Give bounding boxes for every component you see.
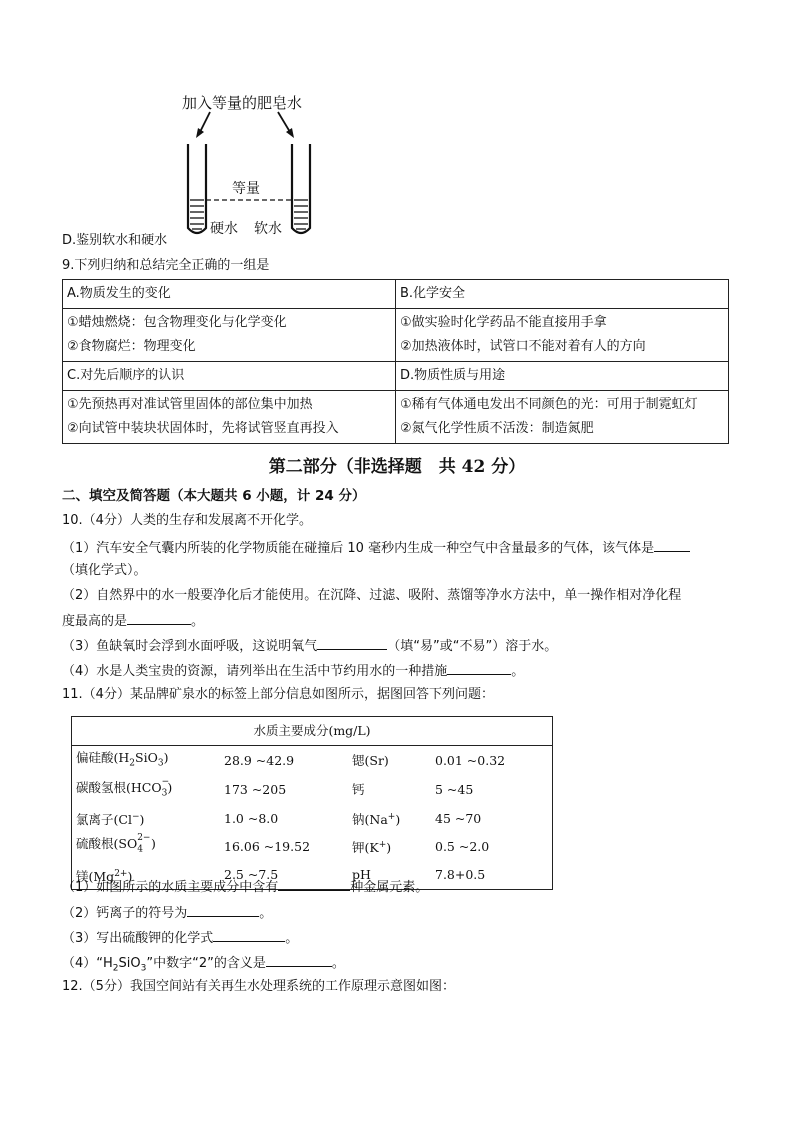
- q11-stem: 11.（4分）某品牌矿泉水的标签上部分信息如图所示，据图回答下列问题：: [62, 687, 494, 702]
- q9-b-item: ①做实验时化学药品不能直接用手拿: [400, 315, 607, 330]
- q11-part1: [62, 876, 428, 898]
- q9-table: [62, 279, 729, 444]
- component-name: 偏硅酸$(H_2SiO_3)$: [76, 750, 169, 769]
- figure-top-label: 加入等量的肥皂水: [182, 94, 303, 112]
- part2-title: 第二部分（非选择题 共 42 分）: [268, 457, 526, 477]
- q11-part3-end: 。: [285, 931, 299, 946]
- q10-part3-text: （3）鱼缺氧时会浮到水面呼吸，这说明氧气: [62, 639, 318, 654]
- q10-part2-text: 度最高的是: [62, 614, 128, 629]
- q11-part4-mid: ”中数字“2”的含义是: [146, 956, 266, 971]
- q9-c-item: ②向试管中装块状固体时，先将试管竖直再投入: [67, 421, 339, 436]
- q10-part2-cont: [62, 610, 204, 632]
- q10-part2-end: 。: [191, 614, 205, 629]
- q10-part4-text: （4）水是人类宝贵的资源，请列举出在生活中节约用水的一种措施: [62, 664, 448, 679]
- component-name: 钠(Na+): [352, 812, 401, 828]
- answer-blank[interactable]: [127, 610, 191, 625]
- q9-c-item: ①先预热再对准试管里固体的部位集中加热: [67, 397, 313, 412]
- q9-a-body: [63, 309, 396, 362]
- q11-part4-end: 。: [331, 956, 345, 971]
- q10-part1-cont: （填化学式）。: [62, 563, 147, 578]
- q9-a-item: ②食物腐烂：物理变化: [67, 339, 196, 354]
- q10-part4: [62, 660, 524, 682]
- q9-a-item: ①蜡烛燃烧：包含物理变化与化学变化: [67, 315, 287, 330]
- component-value: 16.06 ~19.52: [224, 838, 311, 854]
- q10-part1: [62, 537, 690, 559]
- q9-d-body: [396, 391, 729, 444]
- component-name: 碳酸氢根(HCO − $_3$): [76, 776, 173, 798]
- soap-water-figure: [160, 88, 330, 238]
- answer-blank[interactable]: [266, 952, 332, 967]
- component-value: 5 ~45: [435, 782, 474, 798]
- q11-part3-text: （3）写出硫酸钾的化学式: [62, 931, 214, 946]
- q9-d-item: ①稀有气体通电发出不同颜色的光：可用于制霓虹灯: [400, 397, 698, 412]
- q9-stem: 9.下列归纳和总结完全正确的一组是: [62, 258, 270, 273]
- water-table-title: 水质主要成分(mg/L): [72, 717, 553, 746]
- q11-part1-end: 种金属元素。: [350, 880, 429, 895]
- water-quality-table: [71, 716, 553, 890]
- q9-b-body: [396, 309, 729, 362]
- q9-c-head: C.对先后顺序的认识: [63, 362, 396, 391]
- subscript: 3: [140, 963, 147, 974]
- q10-part4-end: 。: [511, 664, 525, 679]
- table-row: [72, 776, 553, 806]
- q11-part3: [62, 927, 298, 949]
- figure-equal-label: 等量: [232, 181, 260, 197]
- component-value: 0.5 ~2.0: [435, 838, 490, 854]
- section2-heading: 二、填空及简答题（本大题共 6 小题，计 24 分）: [62, 488, 366, 504]
- q11-part4: [62, 952, 345, 979]
- q10-part2: （2）自然界中的水一般要净化后才能使用。在沉降、过滤、吸附、蒸馏等净水方法中，单一操作相对净化程: [62, 588, 682, 603]
- table-row: [72, 746, 553, 776]
- component-name: 钾(K+): [352, 840, 392, 856]
- answer-blank[interactable]: [317, 635, 387, 650]
- q11-part2-end: 。: [259, 906, 273, 921]
- component-name: 钙: [352, 782, 365, 798]
- q11-part1-text: （1）如图所示的水质主要成分中含有: [62, 880, 279, 895]
- component-name: 硫酸根(SO 2− $_4$ ): [76, 833, 156, 855]
- component-name: 锶(Sr): [352, 752, 389, 768]
- component-value: 2.5 ~7.5: [224, 867, 279, 883]
- figure-hard-label: 硬水: [210, 221, 238, 237]
- answer-blank[interactable]: [654, 537, 690, 552]
- q10-part3: [62, 635, 557, 657]
- answer-blank[interactable]: [213, 927, 285, 942]
- answer-blank[interactable]: [278, 876, 350, 891]
- q10-part3-end: （填“易”或“不易”）溶于水。: [387, 639, 558, 654]
- component-value: 45 ~70: [435, 810, 482, 826]
- q9-b-item: ②加热液体时，试管口不能对着有人的方向: [400, 339, 646, 354]
- q11-part2: [62, 902, 272, 924]
- q9-d-item: ②氮气化学性质不活泼：制造氮肥: [400, 421, 594, 436]
- test-tubes-diagram: [160, 88, 330, 238]
- q11-part4-text: （4）“H: [62, 956, 113, 971]
- table-row: [72, 832, 553, 862]
- q9-b-head: B.化学安全: [396, 280, 729, 309]
- component-name: 氯离子(Cl−): [76, 812, 145, 828]
- q9-d-head: D.物质性质与用途: [396, 362, 729, 391]
- component-value: 0.01 ~0.32: [435, 752, 506, 768]
- q9-c-body: [63, 391, 396, 444]
- q11-part2-text: （2）钙离子的符号为: [62, 906, 188, 921]
- answer-blank[interactable]: [187, 902, 259, 917]
- formula-part: SiO: [118, 956, 141, 971]
- subscript: 2: [112, 963, 119, 974]
- q10-stem: 10.（4分）人类的生存和发展离不开化学。: [62, 513, 312, 528]
- q10-part1-text: （1）汽车安全气囊内所装的化学物质能在碰撞后 10 毫秒内生成一种空气中含量最多的气体，该气体是: [62, 541, 655, 556]
- component-value: 1.0 ~8.0: [224, 810, 279, 826]
- q12-stem: 12.（5分）我国空间站有关再生水处理系统的工作原理示意图如图：: [62, 979, 455, 994]
- component-name: 镁$(Mg^{2+})$: [76, 868, 133, 884]
- figure-soft-label: 软水: [254, 221, 282, 237]
- component-value: 28.9 ~42.9: [224, 752, 295, 768]
- component-value: 7.8+0.5: [435, 867, 486, 883]
- q9-a-head: A.物质发生的变化: [63, 280, 396, 309]
- component-name: pH: [352, 867, 371, 883]
- component-value: 173 ~205: [224, 782, 287, 798]
- option-d: D.鉴别软水和硬水: [62, 233, 168, 248]
- answer-blank[interactable]: [447, 660, 511, 675]
